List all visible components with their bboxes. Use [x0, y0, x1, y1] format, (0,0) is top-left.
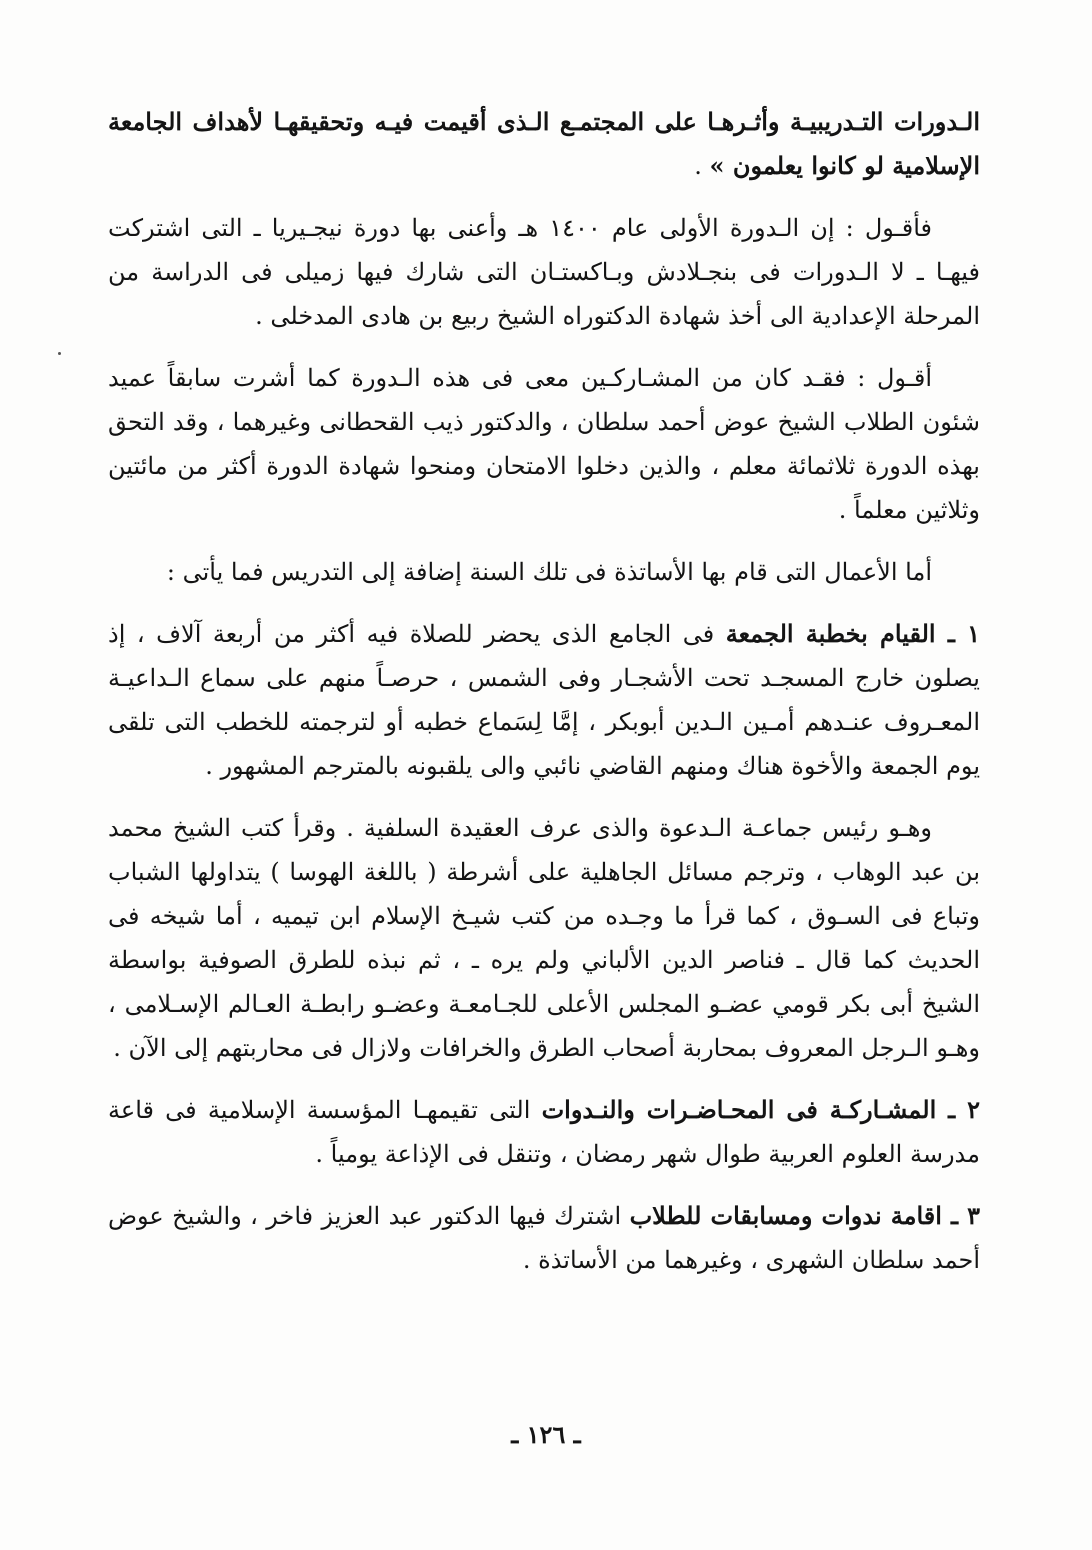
- paragraph-text: فأقـول : إن الـدورة الأولى عام ١٤٠٠ هـ وأعنى بها دورة نيجـيريا ـ التى اشتركت فيهـا ـ لا الـدورات فى بنجـلادش وبـاكستـان التى شارك فيها زميلى فى الدراسة من المرحلة الإعدادية الى أخذ شهادة الدكتوراه الشيخ ربيع بن هادى المدخلى .: [108, 214, 980, 330]
- bold-lead: الـدورات التـدريبيـة وأثـرهـا على المجتمـع الـذى أقيمت فيـه وتحقيقهـا لأهداف الجامعة الإسلامية لو كانوا يعلمون »: [108, 107, 980, 180]
- bold-lead: ٣ ـ اقامة ندوات ومسابقات للطلاب: [629, 1201, 981, 1230]
- paragraph-text: أقـول : فقـد كان من المشـاركـين معى فى هذه الـدورة كما أشرت سابقاً عميد شئون الطلاب الشيخ عوض أحمد سلطان ، والدكتور ذيب القحطانى وغيرهما ، وقد التحق بهذه الدورة ثلاثمائة معلم ، والذين دخلوا الامتحان ومنحوا شهادة الدورة أكثر من مائتين وثلاثين معلماً .: [108, 364, 980, 524]
- page-number: ـ ١٢٦ ـ: [511, 1420, 581, 1449]
- paragraph-text: اشترك فيها الدكتور عبد العزيز فاخر ، والشيخ عوض أحمد سلطان الشهرى ، وغيرهما من الأساتذة .: [108, 1202, 980, 1274]
- scan-speck: [58, 352, 61, 355]
- list-item-friday-sermon: [108, 612, 980, 788]
- list-item-seminars: [108, 1194, 980, 1282]
- paragraph-text: أما الأعمال التى قام بها الأساتذة فى تلك السنة إضافة إلى التدريس فما يأتى :: [166, 558, 932, 586]
- paragraph-first-course: [108, 206, 980, 338]
- paragraph-activities-intro: [108, 550, 980, 594]
- paragraph-text: وهـو رئيس جماعـة الـدعوة والذى عرف العقيدة السلفية . وقرأ كتب الشيخ محمد بن عبد الوهاب ، وترجم مسائل الجاهلية على أشرطة ( باللغة الهوسا ) يتداولها الشباب وتباع فى السـوق ، كما قرأ ما وجـده من كتب شيـخ الإسلام ابن تيميه ، أما شيخه فى الحديث كما قال ـ فناصر الدين الألباني ولم يره ـ ، ثم نبذه للطرق الصوفية بواسطة الشيخ أبى بكر قومي عضـو المجلس الأعلى للجـامعـة وعضـو رابطـة العـالم الإسـلامى ، وهـو الـرجل المعروف بمحاربة أصحاب الطرق والخرافات ولازال فى محاربتهم إلى الآن .: [108, 814, 980, 1062]
- paragraph-dawah-leader: [108, 806, 980, 1070]
- paragraph-participants: [108, 356, 980, 532]
- paragraph-text: التى تقيمهـا المؤسسة الإسلامية فى قاعة مدرسة العلوم العربية طوال شهر رمضان ، وتنقل فى الإذاعة يومياً .: [108, 1096, 980, 1168]
- paragraph-text: فى الجامع الذى يحضر للصلاة فيه أكثر من أربعة آلاف ، إذ يصلون خارج المسجـد تحت الأشجـار وفى الشمس ، حرصـاً منهم على سماع الـداعيـة المعـروف عنـدهم أمـين الـدين أبوبكر ، إمَّا لِسَماع خطبه أو لترجمته للخطب التى تلقى يوم الجمعة والأخوة هناك ومنهم القاضي نائبي والى يلقبونه بالمترجم المشهور .: [108, 620, 980, 780]
- paragraph-heading-continuation: [108, 100, 980, 188]
- bold-lead: ١ ـ القيام بخطبة الجمعة: [725, 619, 980, 648]
- page-body: [108, 100, 980, 1300]
- list-item-lectures: [108, 1088, 980, 1176]
- paragraph-text: .: [694, 152, 710, 180]
- bold-lead: ٢ ـ المشـاركـة فى المحـاضـرات والنـدوات: [541, 1095, 980, 1124]
